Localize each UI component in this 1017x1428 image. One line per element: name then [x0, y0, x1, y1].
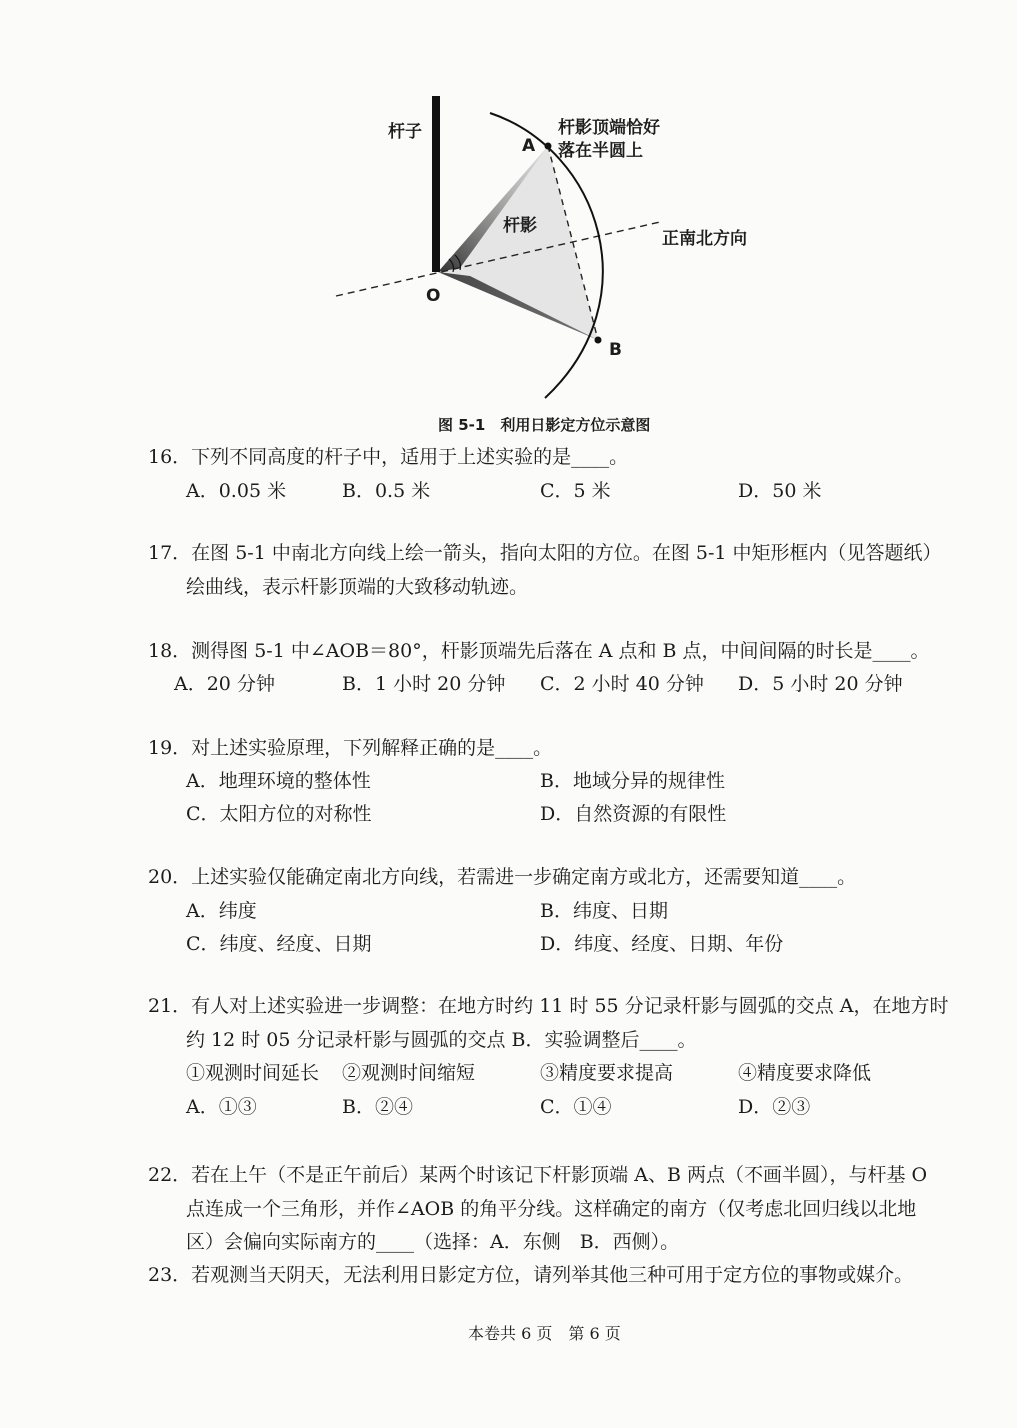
option-d: D．5 小时 20 分钟: [738, 673, 903, 695]
question-text: 19．对上述实验原理，下列解释正确的是____。: [148, 737, 553, 759]
point-a-dot: [545, 143, 552, 150]
option-d: D．50 米: [738, 480, 822, 502]
origin-label: O: [426, 286, 441, 306]
shadow-label: 杆影: [503, 216, 537, 236]
option-c: C．2 小时 40 分钟: [540, 673, 704, 695]
option-b: B．②④: [342, 1096, 413, 1118]
option-b: B．纬度、日期: [540, 900, 668, 922]
option-c: C．纬度、经度、日期: [186, 933, 372, 955]
option-c: C．太阳方位的对称性: [186, 803, 372, 825]
option-a: A．①③: [186, 1096, 257, 1118]
question-text: 绘曲线，表示杆影顶端的大致移动轨迹。: [186, 576, 529, 598]
tip-note-line1: 杆影顶端恰好: [558, 118, 660, 138]
point-a-label: A: [522, 136, 536, 156]
option-a: A．地理环境的整体性: [186, 770, 371, 792]
figure-caption: 图 5-1 利用日影定方位示意图: [438, 416, 651, 434]
question-text: 23．若观测当天阴天，无法利用日影定方位，请列举其他三种可用于定方位的事物或媒介。: [148, 1264, 914, 1286]
pole: [432, 96, 440, 272]
option-d: D．纬度、经度、日期、年份: [540, 933, 784, 955]
tip-note-line2: 落在半圆上: [558, 141, 643, 161]
question-text: 20．上述实验仅能确定南北方向线，若需进一步确定南方或北方，还需要知道____。: [148, 866, 857, 888]
point-b-dot: [595, 337, 602, 344]
option-c: C．5 米: [540, 480, 611, 502]
shadow-fan: [438, 146, 598, 340]
option-b: B．1 小时 20 分钟: [342, 673, 506, 695]
question-text: 18．测得图 5-1 中∠AOB＝80°，杆影顶端先后落在 A 点和 B 点，中间间隔的时长是____。: [148, 640, 930, 662]
statement-1: ①观测时间延长: [186, 1062, 320, 1084]
option-b: B．0.5 米: [342, 480, 431, 502]
option-a: A．20 分钟: [174, 673, 275, 695]
pole-label: 杆子: [388, 122, 422, 142]
statement-3: ③精度要求提高: [540, 1062, 674, 1084]
option-a: A．纬度: [186, 900, 257, 922]
option-a: A．0.05 米: [186, 480, 287, 502]
question-text: 区）会偏向实际南方的____（选择：A．东侧 B．西侧）。: [186, 1231, 680, 1253]
statement-2: ②观测时间缩短: [342, 1062, 476, 1084]
point-b-label: B: [609, 340, 622, 360]
question-text: 约 12 时 05 分记录杆影与圆弧的交点 B．实验调整后____。: [186, 1029, 697, 1051]
option-c: C．①④: [540, 1096, 612, 1118]
question-text: 22．若在上午（不是正午前后）某两个时该记下杆影顶端 A、B 两点（不画半圆），与杆基 O: [148, 1164, 928, 1186]
north-south-label: 正南北方向: [662, 229, 747, 249]
option-b: B．地域分异的规律性: [540, 770, 725, 792]
question-text: 17．在图 5-1 中南北方向线上绘一箭头，指向太阳的方位。在图 5-1 中矩形框内（见答题纸）: [148, 542, 942, 564]
question-text: 21．有人对上述实验进一步调整：在地方时约 11 时 55 分记录杆影与圆弧的交点 A，在地方时: [148, 995, 949, 1017]
statement-4: ④精度要求降低: [738, 1062, 872, 1084]
question-text: 点连成一个三角形，并作∠AOB 的角平分线。这样确定的南方（仅考虑北回归线以北地: [186, 1198, 917, 1220]
option-d: D．自然资源的有限性: [540, 803, 727, 825]
page-footer: 本卷共 6 页 第 6 页: [468, 1324, 621, 1343]
question-text: 16．下列不同高度的杆子中，适用于上述实验的是____。: [148, 446, 629, 468]
option-d: D．②③: [738, 1096, 811, 1118]
